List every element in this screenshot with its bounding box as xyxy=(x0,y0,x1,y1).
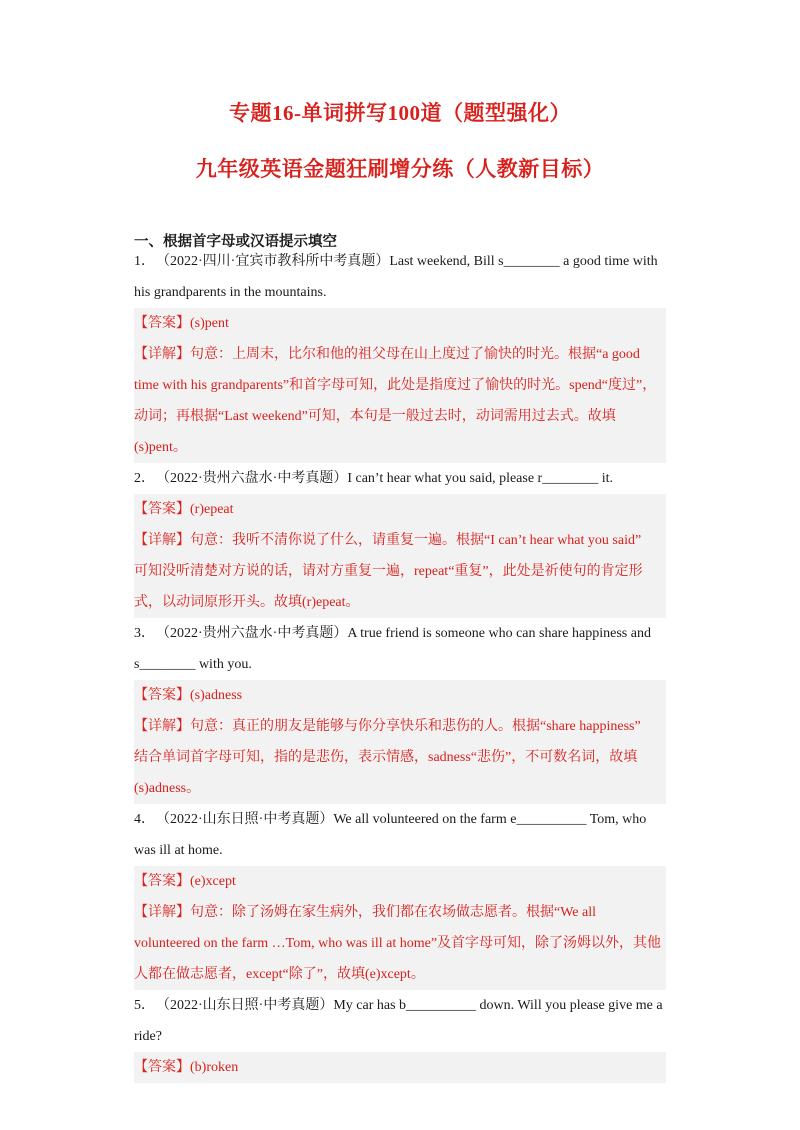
explanation-block xyxy=(134,339,666,463)
explanation-line: time with his grandparents”和首字母可知，此处是指度过了愉快的时光。spend“度过”， xyxy=(134,378,657,393)
question-text: （2022·贵州六盘水·中考真题）I can’t hear what you said, please r________ it. xyxy=(156,471,613,486)
question-number: 2． xyxy=(134,471,155,486)
answer-line: 【答案】(r)epeat xyxy=(134,494,666,525)
answer-line: 【答案】(s)pent xyxy=(134,308,666,339)
explanation-block xyxy=(134,897,666,990)
question-text: （2022·山东日照·中考真题）We all volunteered on the farm e__________ Tom, who xyxy=(156,812,647,827)
question-text: （2022·四川·宜宾市教科所中考真题）Last weekend, Bill s________ a good time with xyxy=(156,254,658,269)
document-subtitle: 九年级英语金题狂刷增分练（人教新目标） xyxy=(195,157,605,181)
explanation-block xyxy=(134,525,666,618)
question-item xyxy=(134,804,666,990)
explanation-line: 式，以动词原形开头。故填(r)epeat。 xyxy=(134,595,360,610)
explanation-line: 结合单词首字母可知，指的是悲伤，表示情感，sadness“悲伤”，不可数名词，故填 xyxy=(134,750,638,765)
question-item xyxy=(134,463,666,618)
explanation-line: 【详解】句意：我听不清你说了什么，请重复一遍。根据“I can’t hear what you said” xyxy=(134,533,642,548)
question-number: 3． xyxy=(134,626,155,641)
question-item xyxy=(134,246,666,463)
question-item xyxy=(134,990,666,1083)
explanation-line: 【详解】句意：除了汤姆在家生病外，我们都在农场做志愿者。根据“We all xyxy=(134,905,597,920)
explanation-line: volunteered on the farm …Tom, who was ill at home”及首字母可知，除了汤姆以外，其他 xyxy=(134,936,662,951)
explanation-line: 【详解】句意：上周末，比尔和他的祖父母在山上度过了愉快的时光。根据“a good xyxy=(134,347,640,362)
question-number: 4． xyxy=(134,812,155,827)
section-heading: 一、根据首字母或汉语提示填空 xyxy=(134,234,337,250)
question-text: ride? xyxy=(134,1029,162,1044)
document-title: 专题16-单词拼写100道（题型强化） xyxy=(229,101,571,125)
explanation-line: 人都在做志愿者，except“除了”，故填(e)xcept。 xyxy=(134,967,425,982)
question-number: 1． xyxy=(134,254,155,269)
explanation-line: (s)pent。 xyxy=(134,440,187,455)
question-text: （2022·山东日照·中考真题）My car has b__________ down. Will you please give me a xyxy=(156,998,663,1013)
question-item xyxy=(134,618,666,804)
question-list xyxy=(134,246,666,1083)
question-text: s________ with you. xyxy=(134,657,252,672)
answer-line: 【答案】(b)roken xyxy=(134,1052,666,1083)
answer-line: 【答案】(s)adness xyxy=(134,680,666,711)
question-text: was ill at home. xyxy=(134,843,223,858)
explanation-line: 【详解】句意：真正的朋友是能够与你分享快乐和悲伤的人。根据“share happiness” xyxy=(134,719,641,734)
explanation-block xyxy=(134,711,666,804)
question-text: his grandparents in the mountains. xyxy=(134,285,327,300)
explanation-line: 可知没听清楚对方说的话，请对方重复一遍，repeat“重复”，此处是祈使句的肯定形 xyxy=(134,564,643,579)
explanation-line: (s)adness。 xyxy=(134,781,201,796)
question-number: 5． xyxy=(134,998,155,1013)
explanation-line: 动词；再根据“Last weekend”可知，本句是一般过去时，动词需用过去式。故填 xyxy=(134,409,616,424)
answer-line: 【答案】(e)xcept xyxy=(134,866,666,897)
question-text: （2022·贵州六盘水·中考真题）A true friend is someone who can share happiness and xyxy=(156,626,651,641)
